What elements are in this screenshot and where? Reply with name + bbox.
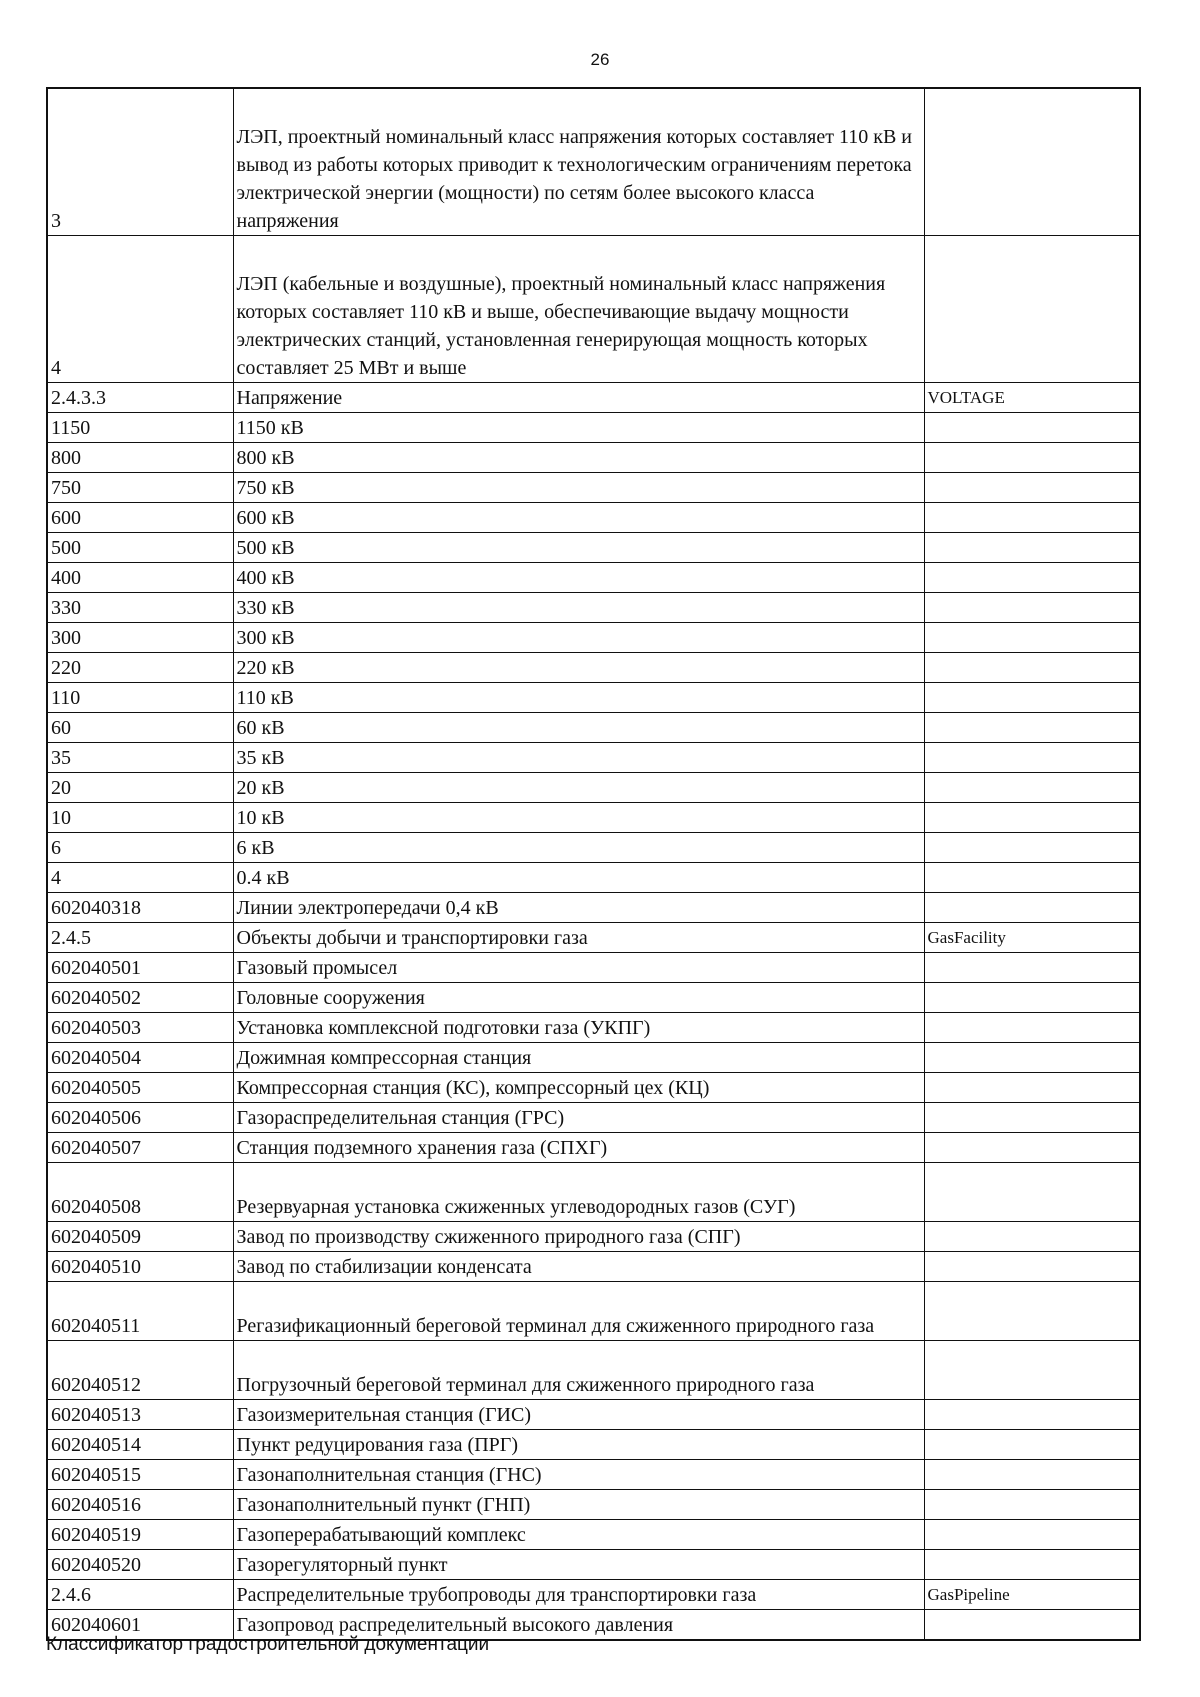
code-cell: 602040601 — [47, 1609, 233, 1640]
classifier-table — [46, 87, 1141, 1641]
name-cell: 0.4 кВ — [233, 862, 924, 892]
table-row — [47, 1579, 1140, 1609]
code-cell: 602040511 — [47, 1281, 233, 1340]
code-cell: 602040504 — [47, 1042, 233, 1072]
table-row — [47, 1072, 1140, 1102]
code-cell: 602040505 — [47, 1072, 233, 1102]
code-cell: 110 — [47, 682, 233, 712]
code-cell: 600 — [47, 502, 233, 532]
name-cell: 110 кВ — [233, 682, 924, 712]
attr-cell: GasFacility — [924, 922, 1140, 952]
attr-cell — [924, 1221, 1140, 1251]
table-row — [47, 532, 1140, 562]
code-cell: 1150 — [47, 412, 233, 442]
table-row — [47, 832, 1140, 862]
code-cell: 220 — [47, 652, 233, 682]
attr-cell — [924, 1251, 1140, 1281]
code-cell: 602040520 — [47, 1549, 233, 1579]
name-cell: Погрузочный береговой терминал для сжиженного природного газа — [233, 1340, 924, 1399]
name-cell: 400 кВ — [233, 562, 924, 592]
name-cell: Пункт редуцирования газа (ПРГ) — [233, 1429, 924, 1459]
table-row — [47, 1489, 1140, 1519]
code-cell: 750 — [47, 472, 233, 502]
code-cell: 10 — [47, 802, 233, 832]
code-cell: 400 — [47, 562, 233, 592]
attr-cell — [924, 502, 1140, 532]
attr-cell — [924, 1489, 1140, 1519]
table-row — [47, 1429, 1140, 1459]
code-cell: 602040506 — [47, 1102, 233, 1132]
name-cell: Завод по производству сжиженного природного газа (СПГ) — [233, 1221, 924, 1251]
table-row — [47, 1399, 1140, 1429]
code-cell: 602040501 — [47, 952, 233, 982]
attr-cell: VOLTAGE — [924, 382, 1140, 412]
name-cell: Распределительные трубопроводы для транспортировки газа — [233, 1579, 924, 1609]
table-row — [47, 682, 1140, 712]
name-cell: Объекты добычи и транспортировки газа — [233, 922, 924, 952]
code-cell: 602040510 — [47, 1251, 233, 1281]
table-row — [47, 412, 1140, 442]
code-cell: 602040512 — [47, 1340, 233, 1399]
name-cell: ЛЭП, проектный номинальный класс напряжения которых составляет 110 кВ и вывод из работы которых приводит к технологическим ограничениям перетока электрической энергии (мощности) по сетям более высокого класса напряжения — [233, 88, 924, 235]
name-cell: Газовый промысел — [233, 952, 924, 982]
table-row — [47, 742, 1140, 772]
attr-cell — [924, 1162, 1140, 1221]
attr-cell — [924, 892, 1140, 922]
name-cell: 35 кВ — [233, 742, 924, 772]
name-cell: Газоперерабатывающий комплекс — [233, 1519, 924, 1549]
name-cell: Линии электропередачи 0,4 кВ — [233, 892, 924, 922]
table-row — [47, 235, 1140, 382]
attr-cell — [924, 412, 1140, 442]
name-cell: Дожимная компрессорная станция — [233, 1042, 924, 1072]
code-cell: 2.4.6 — [47, 1579, 233, 1609]
attr-cell — [924, 1609, 1140, 1640]
attr-cell — [924, 802, 1140, 832]
code-cell: 602040508 — [47, 1162, 233, 1221]
attr-cell — [924, 862, 1140, 892]
name-cell: 6 кВ — [233, 832, 924, 862]
table-row — [47, 892, 1140, 922]
name-cell: 750 кВ — [233, 472, 924, 502]
table-row — [47, 1519, 1140, 1549]
attr-cell — [924, 235, 1140, 382]
name-cell: 600 кВ — [233, 502, 924, 532]
attr-cell — [924, 1042, 1140, 1072]
code-cell: 602040318 — [47, 892, 233, 922]
table-row — [47, 862, 1140, 892]
table-row — [47, 772, 1140, 802]
code-cell: 3 — [47, 88, 233, 235]
name-cell: Газораспределительная станция (ГРС) — [233, 1102, 924, 1132]
name-cell: Станция подземного хранения газа (СПХГ) — [233, 1132, 924, 1162]
name-cell: Головные сооружения — [233, 982, 924, 1012]
table-row — [47, 1459, 1140, 1489]
name-cell: Газонаполнительная станция (ГНС) — [233, 1459, 924, 1489]
table-row — [47, 1042, 1140, 1072]
table-row — [47, 1012, 1140, 1042]
document-footer: Классификатор градостроительной документации — [46, 1634, 490, 1655]
name-cell: ЛЭП (кабельные и воздушные), проектный номинальный класс напряжения которых составляет 110 кВ и выше, обеспечивающие выдачу мощности электрических станций, установленная генерирующая мощность которых составляет 25 МВт и выше — [233, 235, 924, 382]
code-cell: 6 — [47, 832, 233, 862]
attr-cell — [924, 1340, 1140, 1399]
name-cell: Газорегуляторный пункт — [233, 1549, 924, 1579]
table-row — [47, 1549, 1140, 1579]
code-cell: 602040519 — [47, 1519, 233, 1549]
attr-cell — [924, 1281, 1140, 1340]
table-row — [47, 1251, 1140, 1281]
attr-cell — [924, 1519, 1140, 1549]
name-cell: 10 кВ — [233, 802, 924, 832]
table-row — [47, 982, 1140, 1012]
attr-cell — [924, 1429, 1140, 1459]
attr-cell — [924, 682, 1140, 712]
code-cell: 602040507 — [47, 1132, 233, 1162]
attr-cell — [924, 772, 1140, 802]
code-cell: 4 — [47, 862, 233, 892]
code-cell: 500 — [47, 532, 233, 562]
name-cell: Компрессорная станция (КС), компрессорный цех (КЦ) — [233, 1072, 924, 1102]
table-row — [47, 592, 1140, 622]
table-row — [47, 1221, 1140, 1251]
attr-cell — [924, 832, 1140, 862]
attr-cell — [924, 532, 1140, 562]
code-cell: 35 — [47, 742, 233, 772]
name-cell: 500 кВ — [233, 532, 924, 562]
name-cell: Установка комплексной подготовки газа (УКПГ) — [233, 1012, 924, 1042]
attr-cell — [924, 742, 1140, 772]
code-cell: 800 — [47, 442, 233, 472]
name-cell: 60 кВ — [233, 712, 924, 742]
attr-cell — [924, 652, 1140, 682]
name-cell: 300 кВ — [233, 622, 924, 652]
attr-cell — [924, 1549, 1140, 1579]
code-cell: 602040502 — [47, 982, 233, 1012]
name-cell: Газопровод распределительный высокого давления — [233, 1609, 924, 1640]
attr-cell — [924, 472, 1140, 502]
attr-cell — [924, 982, 1140, 1012]
table-row — [47, 1281, 1140, 1340]
table-row — [47, 382, 1140, 412]
name-cell: Регазификационный береговой терминал для сжиженного природного газа — [233, 1281, 924, 1340]
name-cell: 800 кВ — [233, 442, 924, 472]
table-row — [47, 712, 1140, 742]
table-row — [47, 652, 1140, 682]
code-cell: 602040513 — [47, 1399, 233, 1429]
attr-cell — [924, 952, 1140, 982]
table-row — [47, 1132, 1140, 1162]
attr-cell — [924, 712, 1140, 742]
table-row — [47, 1340, 1140, 1399]
attr-cell — [924, 1459, 1140, 1489]
code-cell: 330 — [47, 592, 233, 622]
table-row — [47, 88, 1140, 235]
table-row — [47, 502, 1140, 532]
table-row — [47, 802, 1140, 832]
code-cell: 602040514 — [47, 1429, 233, 1459]
name-cell: 330 кВ — [233, 592, 924, 622]
name-cell: 220 кВ — [233, 652, 924, 682]
code-cell: 602040515 — [47, 1459, 233, 1489]
attr-cell — [924, 88, 1140, 235]
name-cell: 1150 кВ — [233, 412, 924, 442]
attr-cell — [924, 1399, 1140, 1429]
attr-cell — [924, 1012, 1140, 1042]
attr-cell — [924, 562, 1140, 592]
attr-cell — [924, 442, 1140, 472]
name-cell: 20 кВ — [233, 772, 924, 802]
code-cell: 602040516 — [47, 1489, 233, 1519]
attr-cell — [924, 1102, 1140, 1132]
code-cell: 602040503 — [47, 1012, 233, 1042]
name-cell: Резервуарная установка сжиженных углеводородных газов (СУГ) — [233, 1162, 924, 1221]
code-cell: 60 — [47, 712, 233, 742]
attr-cell — [924, 1072, 1140, 1102]
name-cell: Газоизмерительная станция (ГИС) — [233, 1399, 924, 1429]
attr-cell — [924, 1132, 1140, 1162]
code-cell: 4 — [47, 235, 233, 382]
code-cell: 2.4.3.3 — [47, 382, 233, 412]
name-cell: Напряжение — [233, 382, 924, 412]
name-cell: Газонаполнительный пункт (ГНП) — [233, 1489, 924, 1519]
attr-cell — [924, 592, 1140, 622]
table-row — [47, 952, 1140, 982]
attr-cell: GasPipeline — [924, 1579, 1140, 1609]
code-cell: 20 — [47, 772, 233, 802]
code-cell: 602040509 — [47, 1221, 233, 1251]
table-row — [47, 922, 1140, 952]
code-cell: 300 — [47, 622, 233, 652]
code-cell: 2.4.5 — [47, 922, 233, 952]
table-row — [47, 472, 1140, 502]
table-row — [47, 622, 1140, 652]
page-number: 26 — [590, 50, 610, 69]
table-row — [47, 562, 1140, 592]
table-row — [47, 1162, 1140, 1221]
name-cell: Завод по стабилизации конденсата — [233, 1251, 924, 1281]
table-row — [47, 1102, 1140, 1132]
table-row — [47, 442, 1140, 472]
attr-cell — [924, 622, 1140, 652]
